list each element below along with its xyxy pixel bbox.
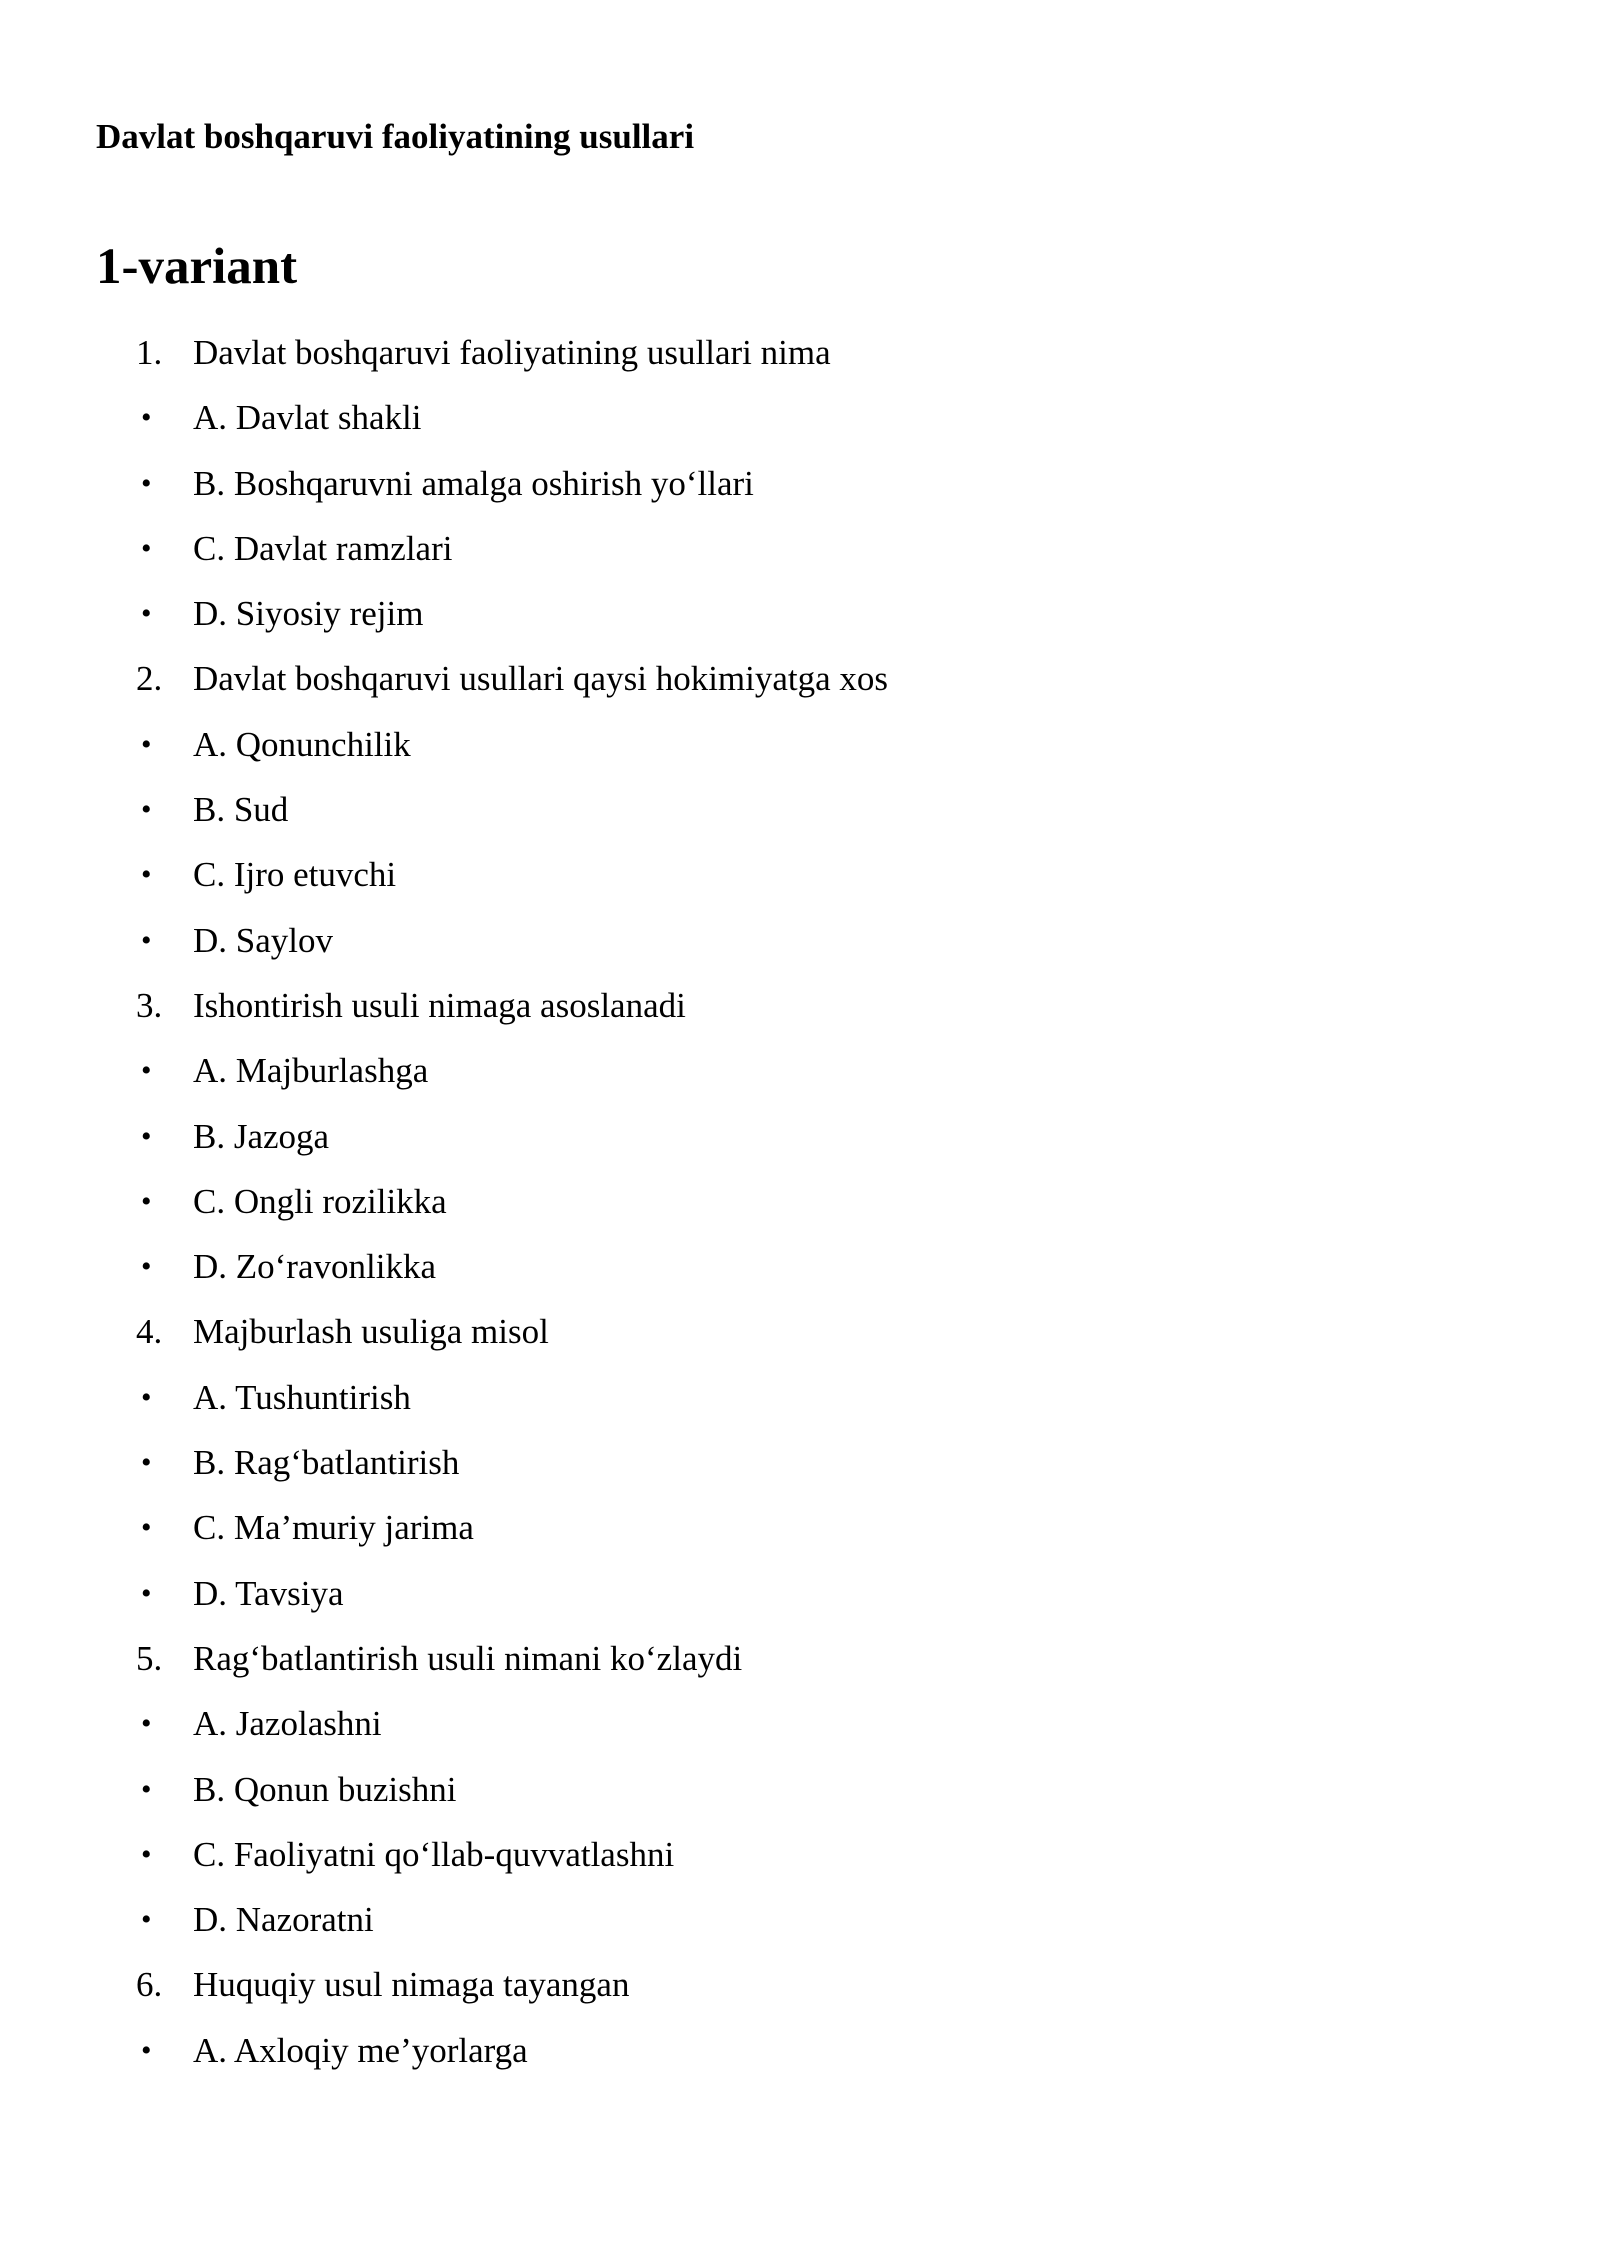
answer-option <box>0 1234 1600 1299</box>
option-text: A. Tushuntirish <box>193 1377 411 1417</box>
option-text: B. Sud <box>193 790 289 830</box>
bullet-marker: • <box>141 1250 152 1284</box>
bullet-marker: • <box>141 923 152 957</box>
variant-heading: 1-variant <box>96 239 298 295</box>
question-list <box>0 320 1600 2083</box>
question-number: 1. <box>136 333 163 372</box>
question-item <box>0 1952 1600 2017</box>
bullet-marker: • <box>141 1054 152 1088</box>
option-text: B. Boshqaruvni amalga oshirish yo‘llari <box>193 463 754 503</box>
bullet-marker: • <box>141 1903 152 1937</box>
bullet-marker: • <box>141 858 152 892</box>
option-text: D. Zo‘ravonlikka <box>193 1247 436 1287</box>
answer-option <box>0 1887 1600 1952</box>
option-text: D. Siyosiy rejim <box>193 594 424 634</box>
bullet-marker: • <box>141 1511 152 1545</box>
bullet-marker: • <box>141 727 152 761</box>
option-text: C. Ongli rozilikka <box>193 1181 447 1221</box>
answer-option <box>0 1757 1600 1822</box>
bullet-marker: • <box>141 1576 152 1610</box>
answer-option <box>0 777 1600 842</box>
document-title: Davlat boshqaruvi faoliyatining usullari <box>96 117 695 156</box>
answer-option <box>0 1430 1600 1495</box>
bullet-marker: • <box>141 2033 152 2067</box>
answer-option <box>0 712 1600 777</box>
answer-option <box>0 385 1600 450</box>
answer-option <box>0 1561 1600 1626</box>
bullet-marker: • <box>141 1184 152 1218</box>
option-text: C. Davlat ramzlari <box>193 528 453 568</box>
bullet-marker: • <box>141 793 152 827</box>
question-number: 3. <box>136 985 163 1025</box>
option-text: D. Tavsiya <box>193 1573 344 1613</box>
option-text: C. Faoliyatni qo‘llab-quvvatlashni <box>193 1834 675 1874</box>
question-text: Ishontirish usuli nimaga asoslanadi <box>193 985 686 1025</box>
answer-option <box>0 516 1600 581</box>
option-text: C. Ma’muriy jarima <box>193 1508 474 1548</box>
option-text: C. Ijro etuvchi <box>193 855 397 895</box>
question-item <box>0 646 1600 711</box>
bullet-marker: • <box>141 1119 152 1153</box>
answer-option <box>0 581 1600 646</box>
bullet-marker: • <box>141 1772 152 1806</box>
question-text: Rag‘batlantirish usuli nimani ko‘zlaydi <box>193 1638 743 1678</box>
bullet-marker: • <box>141 531 152 565</box>
answer-option <box>0 1104 1600 1169</box>
answer-option <box>0 1495 1600 1560</box>
option-text: B. Qonun buzishni <box>193 1769 457 1809</box>
answer-option <box>0 2018 1600 2083</box>
question-text: Davlat boshqaruvi faoliyatining usullari nima <box>193 333 831 372</box>
option-text: B. Rag‘batlantirish <box>193 1443 460 1483</box>
bullet-marker: • <box>141 597 152 631</box>
option-text: A. Jazolashni <box>193 1704 382 1744</box>
option-text: A. Majburlashga <box>193 1051 429 1091</box>
bullet-marker: • <box>141 1837 152 1871</box>
question-number: 5. <box>136 1638 163 1678</box>
answer-option <box>0 1691 1600 1756</box>
question-text: Davlat boshqaruvi usullari qaysi hokimiyatga xos <box>193 659 889 699</box>
answer-option <box>0 1038 1600 1103</box>
answer-option <box>0 842 1600 907</box>
bullet-marker: • <box>141 1380 152 1414</box>
question-number: 2. <box>136 659 163 699</box>
option-text: D. Nazoratni <box>193 1900 374 1940</box>
answer-option <box>0 1365 1600 1430</box>
bullet-marker: • <box>141 401 152 435</box>
question-number: 6. <box>136 1965 163 2005</box>
question-item <box>0 973 1600 1038</box>
bullet-marker: • <box>141 1707 152 1741</box>
bullet-marker: • <box>141 1446 152 1480</box>
answer-option <box>0 1822 1600 1887</box>
option-text: A. Davlat shakli <box>193 398 422 438</box>
question-text: Huquqiy usul nimaga tayangan <box>193 1965 630 2005</box>
bullet-marker: • <box>141 466 152 500</box>
question-item <box>0 1626 1600 1691</box>
question-item <box>0 1299 1600 1364</box>
option-text: A. Axloqiy me’yorlarga <box>193 2030 528 2070</box>
answer-option <box>0 451 1600 516</box>
answer-option <box>0 908 1600 973</box>
answer-option <box>0 1169 1600 1234</box>
question-text: Majburlash usuliga misol <box>193 1312 549 1352</box>
question-number: 4. <box>136 1312 163 1352</box>
option-text: A. Qonunchilik <box>193 724 411 764</box>
option-text: D. Saylov <box>193 920 333 960</box>
option-text: B. Jazoga <box>193 1116 330 1156</box>
question-item <box>0 320 1600 385</box>
